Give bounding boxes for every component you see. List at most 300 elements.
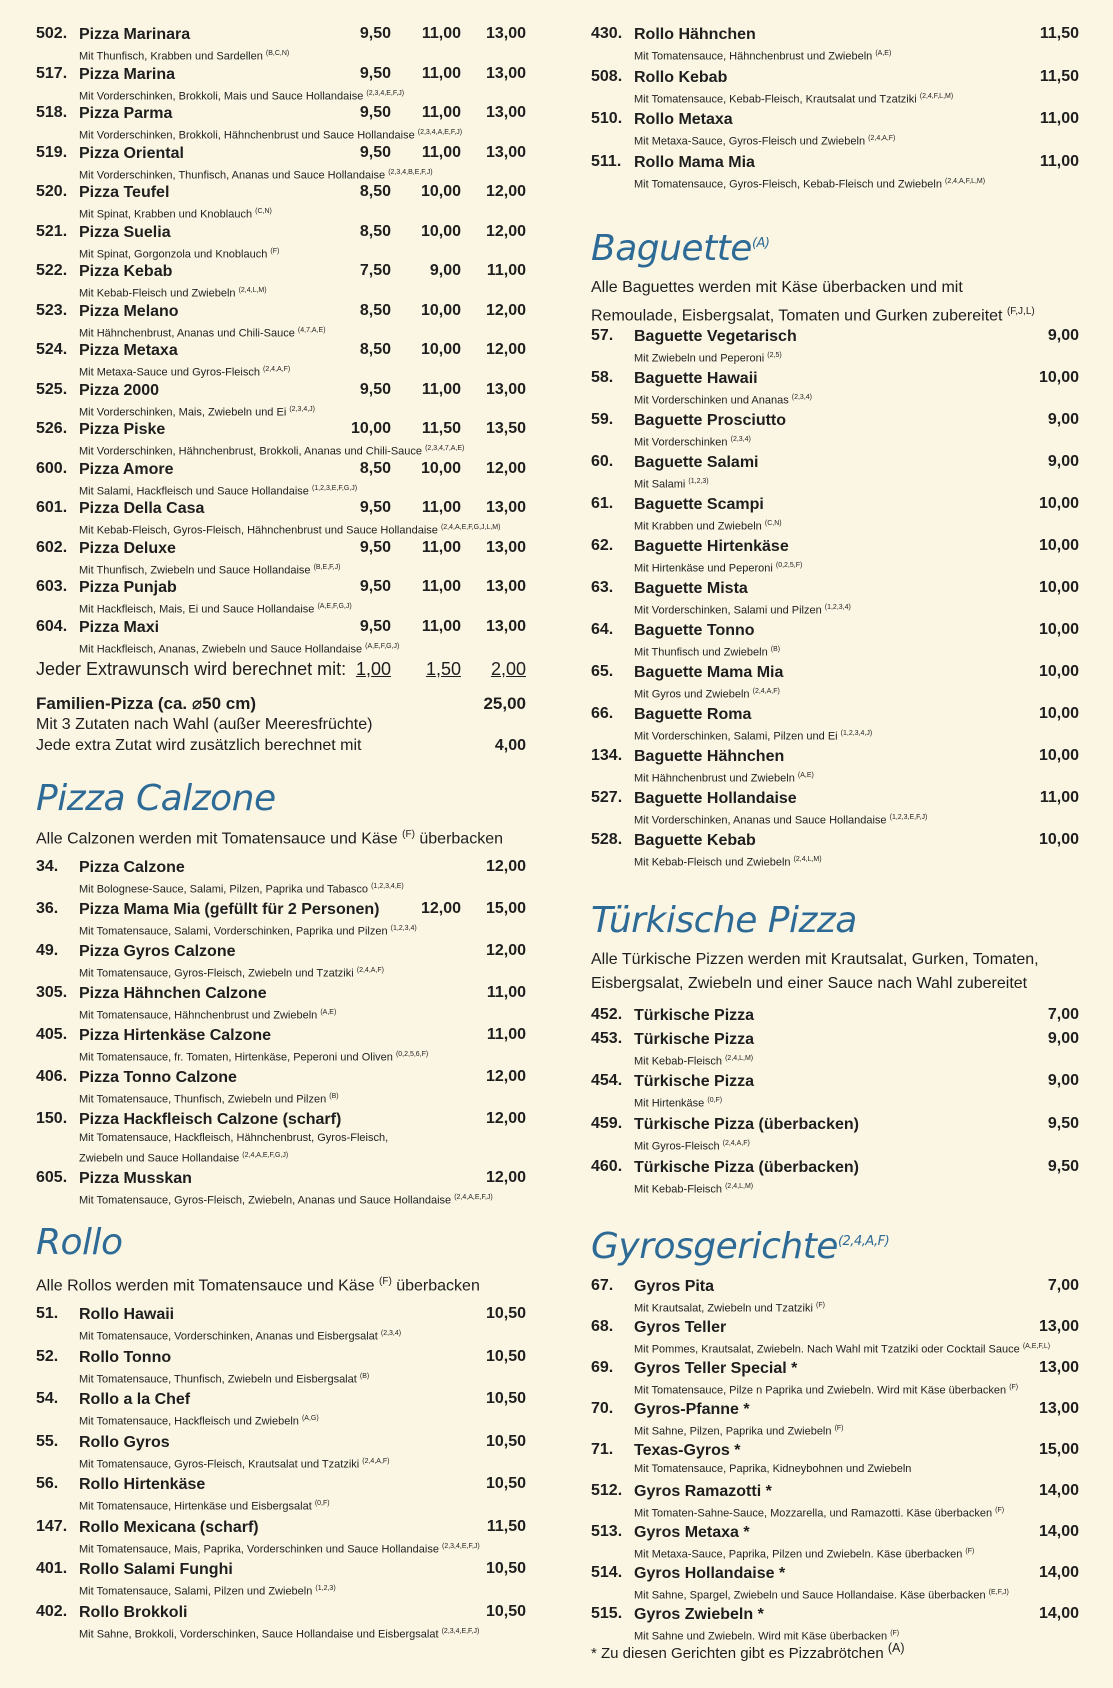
- item-name: Türkische Pizza (überbacken): [634, 1116, 859, 1133]
- allergen-codes: (2,4,A,E,F,G,J): [242, 1152, 289, 1159]
- item-number: 522.: [36, 262, 68, 279]
- price: 10,50: [485, 1432, 526, 1450]
- item-name: Pizza Melano: [79, 302, 179, 320]
- item-number: 430.: [591, 25, 623, 42]
- price: 9,50: [1047, 1158, 1079, 1175]
- allergen-codes: (1,2,3,4,E): [371, 883, 404, 890]
- family-pizza-label: Familien-Pizza (ca. ⌀50 cm): [36, 694, 256, 713]
- price: 10,00: [420, 301, 461, 319]
- item-name: Rollo a la Chef: [79, 1391, 191, 1408]
- item-number: 52.: [36, 1347, 59, 1365]
- item-name: Pizza Oriental: [79, 144, 184, 162]
- item-name: Pizza Hirtenkäse Calzone: [79, 1027, 272, 1044]
- price: 10,00: [1038, 579, 1079, 596]
- item-name: Pizza 2000: [79, 381, 160, 399]
- menu-item: [591, 1482, 1079, 1523]
- menu-item: [591, 663, 1079, 704]
- item-number: 512.: [591, 1482, 623, 1499]
- item-name: Pizza Hackfleisch Calzone (scharf): [79, 1111, 342, 1128]
- item-description: Mit Metaxa-Sauce, Paprika, Pilzen und Zwiebeln. Käse überbacken $^{(F)}$: [634, 1548, 975, 1561]
- intro-code: (F,J,L): [1006, 306, 1035, 317]
- item-name: Baguette Tonno: [634, 622, 755, 639]
- item-name: Pizza Calzone: [79, 859, 185, 876]
- price: 12,00: [485, 222, 526, 240]
- item-number: 502.: [36, 25, 68, 42]
- price: 12,00: [485, 341, 526, 358]
- allergen-codes: (A,E): [797, 772, 814, 779]
- menu-item: [36, 1603, 526, 1644]
- price: 11,00: [421, 64, 461, 82]
- item-description: Mit Tomatensauce, Pilze n Paprika und Zwiebeln. Wird mit Käse überbacken $^{(F)}$: [634, 1384, 1019, 1397]
- baguette-heading: Baguette$^{(A)}$: [591, 228, 770, 269]
- item-name: Baguette Mista: [634, 580, 748, 597]
- item-number: 134.: [591, 747, 623, 764]
- menu-item: [591, 1115, 1079, 1156]
- menu-item: [591, 1030, 1079, 1071]
- menu-item: [591, 1523, 1079, 1564]
- price: 9,00: [1047, 1072, 1079, 1089]
- gyros-footnote: * Zu diesen Gerichten gibt es Pizzabrötchen $^{(A)}$: [591, 1641, 905, 1662]
- item-description: Mit Tomatensauce, Hackfleisch und Zwiebeln $^{(A,G)}$: [79, 1415, 319, 1428]
- item-number: 510.: [591, 110, 623, 127]
- item-number: 525.: [36, 380, 68, 398]
- menu-item: [591, 369, 1079, 410]
- allergen-codes: (1,2,3,E,F,J): [889, 814, 928, 821]
- item-number: 56.: [36, 1475, 59, 1492]
- item-description: Mit Vorderschinken und Ananas $^{(2,3,4)}$: [634, 394, 812, 407]
- item-description: Mit Kebab-Fleisch und Zwiebeln $^{(2,4,L,M)}$: [634, 856, 822, 869]
- menu-item: [591, 25, 1079, 66]
- item-description: Mit Kebab-Fleisch $^{(2,4,L,M)}$: [634, 1183, 754, 1196]
- family-extra-price: 4,00: [494, 737, 526, 754]
- menu-item: [36, 420, 526, 461]
- allergen-codes: (0,F): [314, 1500, 330, 1507]
- menu-item: [36, 341, 526, 382]
- menu-item: [36, 381, 526, 422]
- item-name: Pizza Piske: [79, 421, 166, 438]
- price: 10,00: [1038, 495, 1079, 512]
- item-description: Mit Hirtenkäse und Peperoni $^{(0,2,5,F)}$: [634, 562, 803, 575]
- allergen-codes: (2,4,F,L,M): [919, 92, 954, 100]
- item-name: Pizza Marinara: [79, 26, 191, 43]
- item-name: Baguette Roma: [634, 706, 752, 723]
- item-description: Mit Tomatensauce, Mais, Paprika, Vorderschinken und Sauce Hollandaise $^{(2,3,4,E,F,J)}$: [79, 1542, 480, 1556]
- item-description: Mit Gyros und Zwiebeln $^{(2,4,A,F)}$: [634, 688, 780, 701]
- price: 9,50: [359, 499, 391, 516]
- price: 11,50: [1039, 25, 1079, 42]
- menu-item: [36, 1026, 526, 1067]
- allergen-codes: (1,2,3,4): [824, 604, 851, 611]
- item-description: Mit Vorderschinken, Thunfisch, Ananas und Sauce Hollandaise $^{(2,3,4,B,E,F,J)}$: [79, 168, 433, 182]
- item-description: Mit Vorderschinken, Mais, Zwiebeln und Ei $^{(2,3,4,J)}$: [79, 405, 316, 419]
- allergen-codes: (1,2,3): [315, 1585, 336, 1592]
- item-name: Baguette Kebab: [634, 832, 756, 849]
- price: 9,00: [1047, 411, 1079, 428]
- item-name: Pizza Mama Mia (gefüllt für 2 Personen): [79, 901, 380, 918]
- menu-item: [36, 262, 526, 303]
- item-number: 405.: [36, 1026, 68, 1043]
- price: 12,00: [485, 942, 526, 959]
- price: 12,00: [485, 1068, 526, 1085]
- item-name: Baguette Scampi: [634, 496, 764, 513]
- menu-item: [36, 223, 526, 264]
- gyrosgerichte-heading-codes: (2,4,A,F): [837, 1234, 890, 1249]
- menu-item: [36, 1518, 526, 1559]
- family-pizza-note: Mit 3 Zutaten nach Wahl (außer Meeresfrüchte): [36, 716, 373, 733]
- item-number: 63.: [591, 579, 614, 596]
- rollo-intro: Alle Rollos werden mit Tomatensauce und Käse $^{(F)}$ überbacken: [36, 1276, 480, 1295]
- allergen-codes: (B): [329, 1093, 339, 1100]
- allergen-codes: (2,4,A,F): [362, 1457, 390, 1465]
- tuerkische-pizza-heading: Türkische Pizza: [591, 900, 857, 941]
- menu-item: [591, 1072, 1079, 1113]
- price: 11,00: [421, 538, 461, 556]
- item-description: Mit Vorderschinken, Ananas und Sauce Hollandaise $^{(1,2,3,E,F,J)}$: [634, 814, 928, 827]
- menu-item: [591, 579, 1079, 620]
- allergen-codes: (1,2,3,E,F,G,J): [311, 484, 358, 492]
- price: 12,00: [485, 459, 526, 477]
- item-description: Mit Pommes, Krautsalat, Zwiebeln. Nach Wahl mit Tzatziki oder Cocktail Sauce $^{(A,E,F,L)}$: [634, 1343, 1051, 1356]
- item-description: Mit Vorderschinken, Salami und Pilzen $^{(1,2,3,4)}$: [634, 604, 851, 617]
- price: 9,00: [1047, 1030, 1079, 1047]
- item-description: Mit Tomatensauce, Salami, Vorderschinken, Paprika und Pilzen $^{(1,2,3,4)}$: [79, 925, 417, 938]
- allergen-codes: (2,3,4,A,E,F,J): [417, 129, 463, 136]
- item-description: Mit Kebab-Fleisch, Gyros-Fleisch, Hähnchenbrust und Sauce Hollandaise $^{(2,4,A,E,F,G,J,L,M)}$: [79, 524, 501, 537]
- item-description: Mit Vorderschinken $^{(2,3,4)}$: [634, 436, 751, 449]
- item-name: Baguette Hirtenkäse: [634, 538, 789, 555]
- item-number: 459.: [591, 1115, 623, 1132]
- price: 11,00: [421, 499, 461, 516]
- item-number: 51.: [36, 1305, 59, 1322]
- menu-item: [36, 65, 526, 106]
- extra-wish-label: Jeder Extrawunsch wird berechnet mit:: [36, 659, 347, 679]
- item-description: Mit Tomatensauce, Hirtenkäse und Eisbergsalat $^{(0,F)}$: [79, 1500, 330, 1513]
- item-name: Rollo Tonno: [79, 1348, 172, 1366]
- item-description: Mit Krabben und Zwiebeln $^{(C,N)}$: [634, 520, 782, 533]
- allergen-codes: (4,7,A,E): [297, 326, 326, 334]
- item-description: Mit Tomatensauce, Hähnchenbrust und Zwiebeln $^{(A,E)}$: [79, 1009, 337, 1022]
- price: 14,00: [1038, 1523, 1079, 1540]
- price: 13,00: [485, 578, 526, 595]
- menu-item: [591, 747, 1079, 788]
- menu-item: [591, 1277, 1079, 1318]
- price: 10,00: [420, 222, 461, 240]
- price: 10,00: [420, 459, 461, 477]
- item-name: Rollo Brokkoli: [79, 1603, 188, 1621]
- allergen-codes: (2,4,A,E,F,J): [454, 1194, 493, 1201]
- allergen-codes: (2,4,A,F): [722, 1140, 750, 1147]
- menu-item: [36, 25, 526, 66]
- price: 14,00: [1038, 1564, 1079, 1581]
- item-number: 514.: [591, 1564, 623, 1581]
- item-number: 515.: [591, 1605, 623, 1622]
- item-description: Mit Tomatensauce, Hackfleisch, Hähnchenbrust, Gyros-Fleisch,: [79, 1132, 389, 1144]
- item-number: 150.: [36, 1110, 68, 1127]
- menu-item: [36, 618, 526, 659]
- menu-item: [36, 1110, 526, 1168]
- item-name: Pizza Musskan: [79, 1170, 192, 1187]
- item-number: 36.: [36, 900, 59, 917]
- menu-item: [36, 183, 526, 224]
- item-number: 508.: [591, 67, 623, 85]
- price: 10,50: [485, 1560, 526, 1577]
- item-description: Mit Salami $^{(1,2,3)}$: [634, 478, 709, 491]
- item-number: 34.: [36, 858, 59, 875]
- item-description: Mit Gyros-Fleisch $^{(2,4,A,F)}$: [634, 1140, 750, 1153]
- price: 9,50: [359, 538, 391, 556]
- item-name: Rollo Kebab: [634, 68, 728, 86]
- allergen-codes: (C,N): [764, 520, 782, 527]
- allergen-codes: (2,4,A,F): [752, 688, 780, 695]
- menu-item: [36, 1169, 526, 1210]
- menu-item: [36, 858, 526, 899]
- allergen-codes: (F): [995, 1507, 1005, 1514]
- allergen-codes: (2,3,4,E,F,J): [441, 1627, 480, 1635]
- item-name: Pizza Suelia: [79, 223, 171, 241]
- item-description: Mit Tomatensauce, Gyros-Fleisch, Krautsalat und Tzatziki $^{(2,4,A,F)}$: [79, 1457, 390, 1471]
- price: 10,00: [1038, 537, 1079, 554]
- item-name: Pizza Parma: [79, 105, 173, 122]
- menu-item: [591, 411, 1079, 452]
- price: 9,50: [359, 578, 391, 595]
- price: 8,50: [359, 459, 391, 477]
- rollo-heading: Rollo: [36, 1222, 123, 1263]
- allergen-codes: (2,3,4): [791, 394, 812, 401]
- item-description-cont: Zwiebeln und Sauce Hollandaise $^{(2,4,A,E,F,G,J)}$: [79, 1152, 289, 1165]
- menu-item: [36, 144, 526, 185]
- item-name: Rollo Hähnchen: [634, 26, 756, 43]
- price: 12,00: [485, 1169, 526, 1186]
- allergen-codes: (0,2,5,F): [775, 562, 803, 569]
- item-name: Gyros Teller Special *: [634, 1360, 798, 1377]
- menu-item: [36, 1348, 526, 1389]
- item-number: 453.: [591, 1030, 623, 1047]
- price: 9,50: [359, 104, 391, 121]
- item-description: Mit Vorderschinken, Brokkoli, Mais und Sauce Hollandaise $^{(2,3,4,E,F,J)}$: [79, 89, 405, 103]
- allergen-codes: (F): [1009, 1384, 1019, 1391]
- price: 10,00: [1038, 747, 1079, 764]
- menu-item: [591, 495, 1079, 536]
- price: 8,50: [359, 341, 391, 358]
- menu-item: [36, 1390, 526, 1431]
- item-name: Rollo Metaxa: [634, 111, 733, 128]
- price: 10,00: [420, 183, 461, 200]
- item-description: Mit Thunfisch und Zwiebeln $^{(B)}$: [634, 646, 781, 659]
- price: 10,50: [485, 1602, 526, 1620]
- item-description: Mit Tomatensauce, Vorderschinken, Ananas und Eisbergsalat $^{(2,3,4)}$: [79, 1330, 402, 1343]
- price: 13,00: [485, 499, 526, 516]
- item-number: 520.: [36, 183, 68, 200]
- item-description: Mit Hackfleisch, Mais, Ei und Sauce Hollandaise $^{(A,E,F,G,J)}$: [79, 603, 352, 616]
- item-number: 69.: [591, 1359, 614, 1376]
- price: 9,50: [359, 25, 391, 42]
- item-number: 603.: [36, 578, 68, 595]
- item-name: Pizza Kebab: [79, 263, 173, 280]
- extra-price: 2,00: [490, 659, 526, 679]
- menu-item: [36, 104, 526, 145]
- item-number: 70.: [591, 1400, 614, 1417]
- item-description: Mit Tomatensauce, Gyros-Fleisch, Zwiebeln, Ananas und Sauce Hollandaise $^{(2,4,A,E,F,J)}$: [79, 1194, 493, 1207]
- price: 10,00: [1038, 705, 1079, 722]
- menu-item: [36, 578, 526, 619]
- item-number: 66.: [591, 705, 614, 722]
- allergen-codes: (C,N): [255, 208, 272, 215]
- price: 11,00: [421, 578, 461, 595]
- allergen-codes: (F): [270, 247, 280, 255]
- item-number: 454.: [591, 1072, 623, 1089]
- allergen-codes: (2,3,4,E,F,J): [366, 89, 405, 97]
- allergen-codes: (A,E): [320, 1009, 337, 1016]
- price: 12,00: [485, 301, 526, 319]
- menu-item: [36, 539, 526, 580]
- item-number: 58.: [591, 369, 614, 386]
- item-number: 406.: [36, 1068, 68, 1085]
- menu-item: [36, 460, 526, 501]
- item-description: Mit Salami, Hackfleisch und Sauce Hollandaise $^{(1,2,3,E,F,G,J)}$: [79, 484, 358, 498]
- allergen-codes: (2,3,4,E,F,J): [442, 1542, 480, 1550]
- item-number: 600.: [36, 459, 68, 477]
- price: 10,00: [420, 341, 461, 358]
- item-name: Gyros Metaxa *: [634, 1524, 750, 1541]
- family-pizza: [36, 694, 526, 714]
- baguette-intro-line1: Alle Baguettes werden mit Käse überbacken und mit: [591, 279, 963, 296]
- item-name: Rollo Mexicana (scharf): [79, 1518, 259, 1536]
- menu-item: [36, 1433, 526, 1474]
- item-description: Mit Metaxa-Sauce, Gyros-Fleisch und Zwiebeln $^{(2,4,A,F)}$: [634, 135, 896, 148]
- price: 10,00: [1038, 831, 1079, 848]
- price: 10,50: [485, 1475, 526, 1492]
- item-description: Mit Tomatensauce, Kebab-Fleisch, Krautsalat und Tzatziki $^{(2,4,F,L,M)}$: [634, 92, 954, 106]
- allergen-codes: (B): [359, 1372, 370, 1380]
- price: 9,50: [359, 143, 391, 161]
- allergen-codes: (2,3,4): [380, 1330, 402, 1337]
- extra-price: 1,50: [425, 659, 461, 679]
- allergen-codes: (2,3,4,B,E,F,J): [388, 168, 433, 176]
- price: 11,00: [421, 617, 461, 635]
- item-description: Mit Vorderschinken, Salami, Pilzen und Ei $^{(1,2,3,4,J)}$: [634, 730, 873, 743]
- menu-item: [591, 621, 1079, 662]
- item-name: Gyros Pita: [634, 1278, 715, 1295]
- allergen-codes: (A,E,F,G,J): [365, 642, 400, 650]
- item-name: Pizza Gyros Calzone: [79, 943, 236, 960]
- item-number: 64.: [591, 621, 614, 638]
- allergen-codes: (0,2,5,6,F): [395, 1051, 429, 1058]
- price: 11,00: [1039, 152, 1079, 170]
- price: 10,00: [1038, 663, 1079, 680]
- item-description: Mit Spinat, Gorgonzola und Knoblauch $^{(F)}$: [79, 247, 280, 261]
- item-description: Mit Kebab-Fleisch $^{(2,4,L,M)}$: [634, 1055, 754, 1068]
- price: 11,00: [1039, 789, 1079, 806]
- price: 10,50: [485, 1347, 526, 1365]
- item-number: 65.: [591, 663, 614, 680]
- item-number: 147.: [36, 1517, 68, 1535]
- allergen-codes: (1,2,3): [688, 478, 709, 485]
- allergen-codes: (A,G): [301, 1415, 319, 1422]
- price: 9,00: [429, 262, 461, 279]
- allergen-codes: (F): [834, 1425, 844, 1432]
- menu-item: [591, 1006, 1079, 1026]
- tuerkische-intro-line1: Alle Türkische Pizzen werden mit Krautsalat, Gurken, Tomaten,: [591, 951, 1039, 968]
- price: 12,00: [485, 858, 526, 875]
- price: 8,50: [359, 183, 391, 200]
- family-extra-line: [36, 737, 526, 755]
- item-name: Türkische Pizza: [634, 1031, 755, 1048]
- family-extra-label: Jede extra Zutat wird zusätzlich berechnet mit: [36, 737, 362, 754]
- item-description: Mit Hirtenkäse $^{(0,F)}$: [634, 1097, 723, 1110]
- menu-item: [36, 1475, 526, 1516]
- pizza-calzone-heading: Pizza Calzone: [36, 778, 276, 819]
- price: 13,00: [485, 538, 526, 556]
- item-number: 55.: [36, 1432, 59, 1450]
- item-description: Mit Thunfisch, Zwiebeln und Sauce Hollandaise $^{(B,E,F,J)}$: [79, 563, 341, 577]
- item-name: Pizza Teufel: [79, 184, 170, 201]
- item-number: 59.: [591, 411, 614, 428]
- item-description: Mit Tomatensauce, Paprika, Kidneybohnen und Zwiebeln: [634, 1463, 912, 1475]
- price: 9,50: [359, 64, 391, 82]
- item-name: Rollo Hirtenkäse: [79, 1476, 206, 1493]
- menu-item: [36, 499, 526, 540]
- item-name: Pizza Marina: [79, 65, 176, 83]
- item-number: 68.: [591, 1318, 614, 1335]
- item-number: 305.: [36, 984, 68, 1001]
- price: 12,00: [485, 183, 526, 200]
- menu-item: [591, 327, 1079, 368]
- item-number: 57.: [591, 327, 614, 344]
- item-name: Gyros Ramazotti *: [634, 1483, 772, 1500]
- price: 9,50: [1047, 1115, 1079, 1132]
- item-description: Mit Sahne, Pilzen, Paprika und Zwiebeln $^{(F)}$: [634, 1425, 844, 1438]
- allergen-codes: (2,4,L,M): [725, 1183, 754, 1190]
- item-description: Mit Spinat, Krabben und Knoblauch $^{(C,N)}$: [79, 208, 272, 221]
- menu-item: [36, 302, 526, 343]
- price: 11,00: [486, 262, 526, 279]
- price: 13,00: [485, 25, 526, 42]
- price: 10,50: [485, 1305, 526, 1322]
- allergen-codes: (2,4,A,F): [868, 135, 896, 142]
- gyrosgerichte-heading: Gyrosgerichte$^{(2,4,A,F)}$: [591, 1226, 890, 1267]
- allergen-codes: (A,E,F,G,J): [317, 603, 352, 610]
- item-name: Gyros Teller: [634, 1319, 727, 1336]
- menu-item: [591, 1158, 1079, 1199]
- item-number: 452.: [591, 1006, 623, 1023]
- item-number: 604.: [36, 617, 68, 635]
- item-number: 517.: [36, 64, 68, 82]
- item-number: 49.: [36, 942, 59, 959]
- item-description: Mit Bolognese-Sauce, Salami, Pilzen, Paprika und Tabasco $^{(1,2,3,4,E)}$: [79, 883, 404, 896]
- price: 13,00: [485, 64, 526, 82]
- allergen-codes: (1,2,3,4,J): [840, 730, 873, 737]
- item-name: Pizza Punjab: [79, 579, 177, 596]
- item-description: Mit Tomatensauce, Thunfisch, Zwiebeln und Eisbergsalat $^{(B)}$: [79, 1372, 370, 1386]
- price: 9,50: [359, 617, 391, 635]
- item-description: Mit Tomaten-Sahne-Sauce, Mozzarella, und Ramazotti. Käse überbacken $^{(F)}$: [634, 1507, 1005, 1520]
- price: 15,00: [485, 900, 526, 917]
- price: 11,00: [421, 25, 461, 42]
- item-name: Pizza Della Casa: [79, 500, 205, 517]
- footnote-code: (A): [887, 1641, 905, 1655]
- item-description: Mit Vorderschinken, Brokkoli, Hähnchenbrust und Sauce Hollandaise $^{(2,3,4,A,E,F,J)}$: [79, 129, 463, 142]
- allergen-codes: (2,5): [767, 352, 782, 359]
- tuerkische-intro-line2: Eisbergsalat, Zwiebeln und einer Sauce nach Wahl zubereitet: [591, 975, 1028, 992]
- item-description: Mit Hackfleisch, Ananas, Zwiebeln und Sauce Hollandaise $^{(A,E,F,G,J)}$: [79, 642, 400, 656]
- allergen-codes: (E,F,J): [988, 1589, 1009, 1596]
- price: 14,00: [1038, 1605, 1079, 1622]
- item-description: Mit Tomatensauce, Gyros-Fleisch, Kebab-Fleisch und Zwiebeln $^{(2,4,A,F,L,M)}$: [634, 177, 986, 191]
- allergen-codes: (2,4,L,M): [238, 287, 267, 294]
- price: 7,00: [1047, 1277, 1079, 1294]
- menu-item: [591, 705, 1079, 746]
- price: 13,00: [1038, 1359, 1079, 1376]
